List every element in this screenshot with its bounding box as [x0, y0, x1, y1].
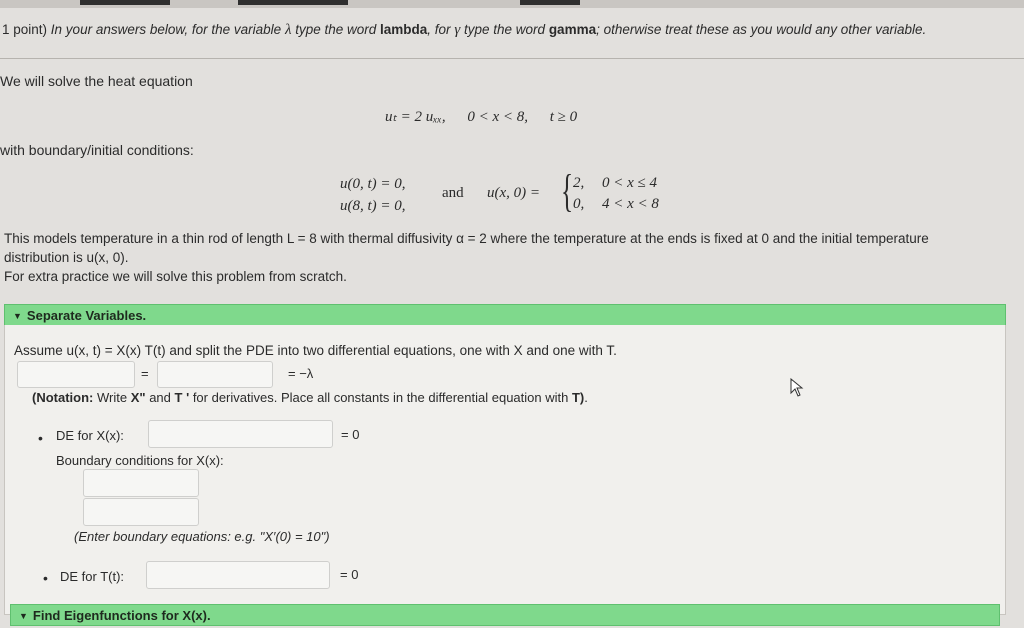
description [4, 229, 994, 286]
prompt-keyword: lambda [380, 22, 428, 37]
bc-hint: (Enter boundary equations: e.g. "X′(0) = 10") [74, 529, 330, 544]
ic-case2-value: 0, [573, 196, 585, 212]
notation-text: for derivatives. Place all constants in the differential equation with [192, 390, 569, 405]
section-title: Find Eigenfunctions for X(x). [32, 608, 211, 623]
description-line: distribution is u(x, 0). [4, 250, 129, 265]
minus-lambda: = −λ [288, 366, 314, 381]
notation-t: T) [571, 390, 585, 405]
de-x-rhs: = 0 [341, 427, 360, 442]
equals-sign: = [141, 366, 149, 381]
prompt-text: type the word [464, 22, 546, 37]
mouse-pointer-icon [790, 378, 806, 398]
de-t-rhs: = 0 [340, 567, 359, 582]
ic-case1-condition: 0 < x ≤ 4 [602, 175, 658, 191]
section-title: Separate Variables. [26, 308, 147, 323]
notation-hint [32, 390, 588, 405]
browser-tab[interactable] [80, 0, 170, 5]
description-line: For extra practice we will solve this problem from scratch. [4, 269, 347, 284]
bc-x-input-1[interactable] [83, 469, 199, 497]
ic-case2-condition: 4 < x < 8 [602, 196, 659, 212]
problem-page [0, 8, 1024, 626]
bullet: • [43, 570, 48, 586]
separation-lhs-input[interactable] [17, 361, 135, 388]
problem-prompt [2, 22, 926, 39]
separate-variables-header[interactable] [4, 304, 1006, 326]
pde-domain-x: 0 < x < 8, [467, 109, 528, 125]
bullet: • [38, 430, 43, 446]
de-t-label: DE for T(t): [60, 569, 125, 584]
notation-label: (Notation: [32, 390, 94, 405]
gamma-symbol: γ [454, 22, 461, 38]
ic-case1-value: 2, [573, 175, 585, 191]
pde-equation [385, 107, 577, 126]
browser-tab[interactable] [520, 0, 580, 5]
pde-domain-t: t ≥ 0 [549, 109, 578, 125]
notation-text: Write [97, 390, 128, 405]
notation-text: and [149, 390, 171, 405]
prompt-text: type the word [295, 22, 377, 37]
de-t-input[interactable] [146, 561, 330, 589]
notation-text: . [584, 390, 588, 405]
lambda-symbol: λ [284, 22, 292, 38]
browser-tab[interactable] [238, 0, 348, 5]
assume-text: Assume u(x, t) = X(x) T(t) and split the PDE into two differential equations, one with X and one with T. [14, 343, 617, 358]
prompt-text: , for [427, 22, 451, 37]
point-value: 1 point) [2, 22, 48, 37]
pde-formula: uₜ = 2 uₓₓ, [385, 109, 446, 125]
eigenfunctions-header[interactable] [10, 604, 1000, 626]
browser-top-strip [0, 0, 1024, 8]
bc-right: u(8, t) = 0, [340, 198, 406, 214]
piecewise-brace: { [561, 165, 574, 216]
bc-x-input-2[interactable] [83, 498, 199, 526]
separation-mid-input[interactable] [157, 361, 273, 388]
description-line: This models temperature in a thin rod of length L = 8 with thermal diffusivity α = 2 where the temperature at the ends is fixed at 0 and the initial temperature [4, 231, 929, 246]
intro-text: We will solve the heat equation [0, 73, 193, 89]
de-x-label: DE for X(x): [56, 428, 124, 443]
prompt-keyword: gamma [548, 22, 597, 37]
bc-x-label: Boundary conditions for X(x): [56, 453, 224, 468]
bc-left: u(0, t) = 0, [340, 176, 406, 192]
and-word: and [442, 185, 464, 201]
prompt-text: In your answers below, for the variable [50, 22, 282, 37]
caret-down-icon: ▼ [13, 311, 22, 321]
ic-lhs: u(x, 0) = [487, 185, 541, 201]
bc-intro-text: with boundary/initial conditions: [0, 142, 194, 158]
prompt-text: ; otherwise treat these as you would any other variable. [596, 22, 927, 37]
de-x-input[interactable] [148, 420, 333, 448]
divider [0, 58, 1024, 59]
caret-down-icon: ▼ [19, 611, 28, 621]
notation-x-derivative: X" [130, 390, 146, 405]
notation-t-derivative: T ' [174, 390, 190, 405]
